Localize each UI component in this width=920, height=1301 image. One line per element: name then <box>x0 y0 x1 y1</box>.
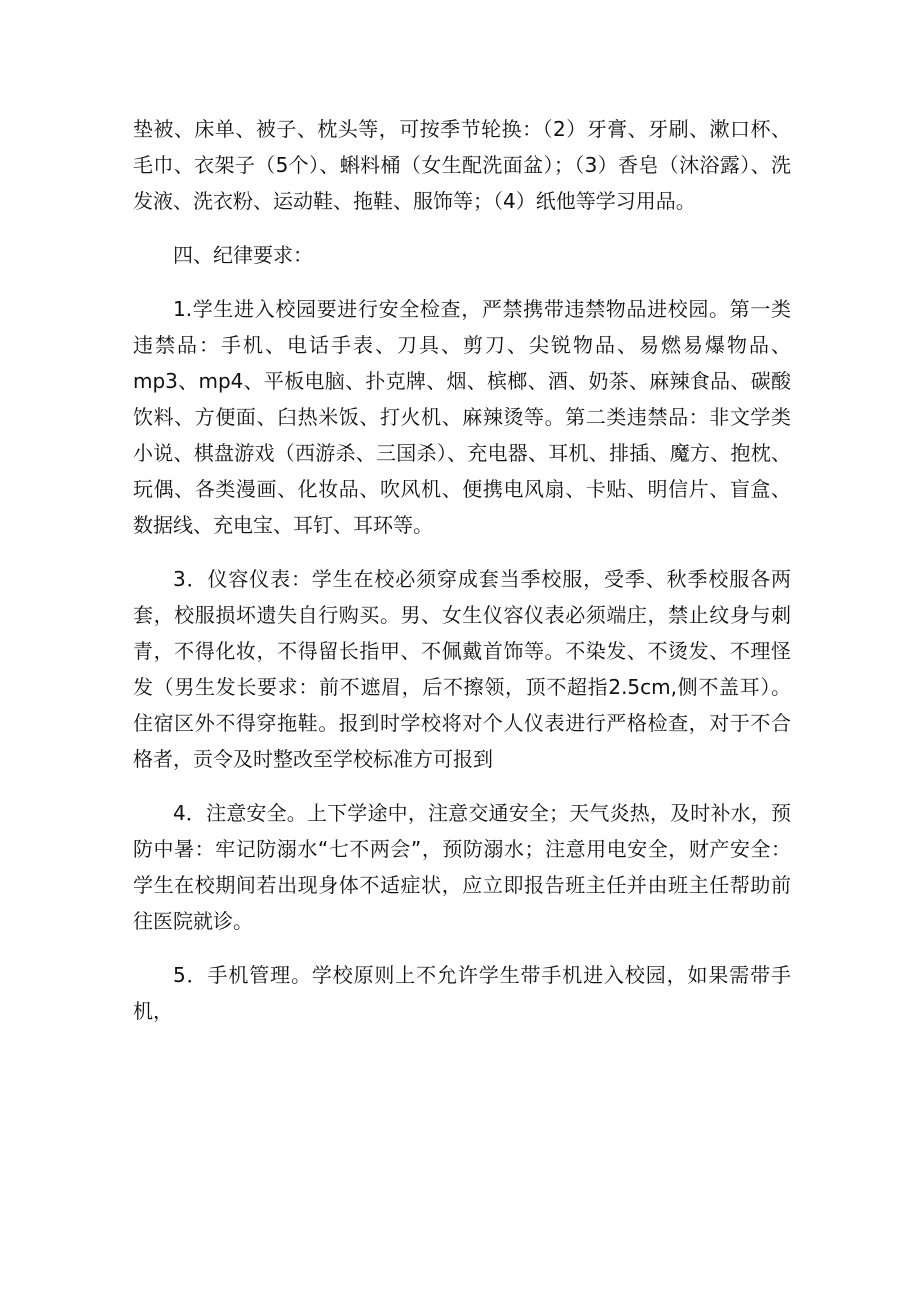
paragraph-phone-management: 5．手机管理。学校原则上不允许学生带手机进入校园，如果需带手机， <box>133 963 791 1023</box>
section-heading-discipline: 四、纪律要求： <box>173 243 313 267</box>
paragraph-daily-items: 垫被、床单、被子、枕头等，可按季节轮换：（2）牙膏、牙刷、漱口杯、毛巾、衣架子（5个）、蝌料桶（女生配洗面盆）；（3）香皂（沐浴露）、洗发液、洗衣粉、运动鞋、拖鞋、服饰等；（4）纸他等学习用品。 <box>133 117 791 213</box>
paragraph-safety: 4．注意安全。上下学途中，注意交通安全；天气炎热，及时补水，预防中暑：牢记防溺水“七不两会”，预防溺水；注意用电安全，财产安全：学生在校期间若出现身体不适症状，应立即报告班主任并由班主任帮助前往医院就诊。 <box>133 801 791 933</box>
paragraph-appearance: 3．仪容仪表：学生在校必须穿成套当季校服，受季、秋季校服各两套，校服损坏遗失自行购买。男、女生仪容仪表必须端庄，禁止纹身与刺青，不得化妆，不得留长指甲、不佩戴首饰等。不染发、不烫发、不理怪发（男生发长要求：前不遮眉，后不擦领，顶不超指2.5cm,侧不盖耳）。住宿区外不得穿拖鞋。报到时学校将对个人仪表进行严格检查，对于不合格者，贡令及时整改至学校标准方可报到 <box>133 567 791 771</box>
paragraph-prohibited-items: 1.学生进入校园要进行安全检查，严禁携带违禁物品进校园。第一类违禁品：手机、电话手表、刀具、剪刀、尖锐物品、易燃易爆物品、mp3、mp4、平板电脑、扑克牌、烟、槟榔、酒、奶茶、麻辣食品、碳酸饮料、方便面、臼热米饭、打火机、麻辣烫等。第二类违禁品：非文学类小说、棋盘游戏（西游杀、三国杀）、充电器、耳机、排插、魔方、抱枕、玩偶、各类漫画、化妆品、吹风机、便携电风扇、卡贴、明信片、盲盒、数据线、充电宝、耳钉、耳环等。 <box>133 297 791 537</box>
document-body <box>133 111 791 1047</box>
